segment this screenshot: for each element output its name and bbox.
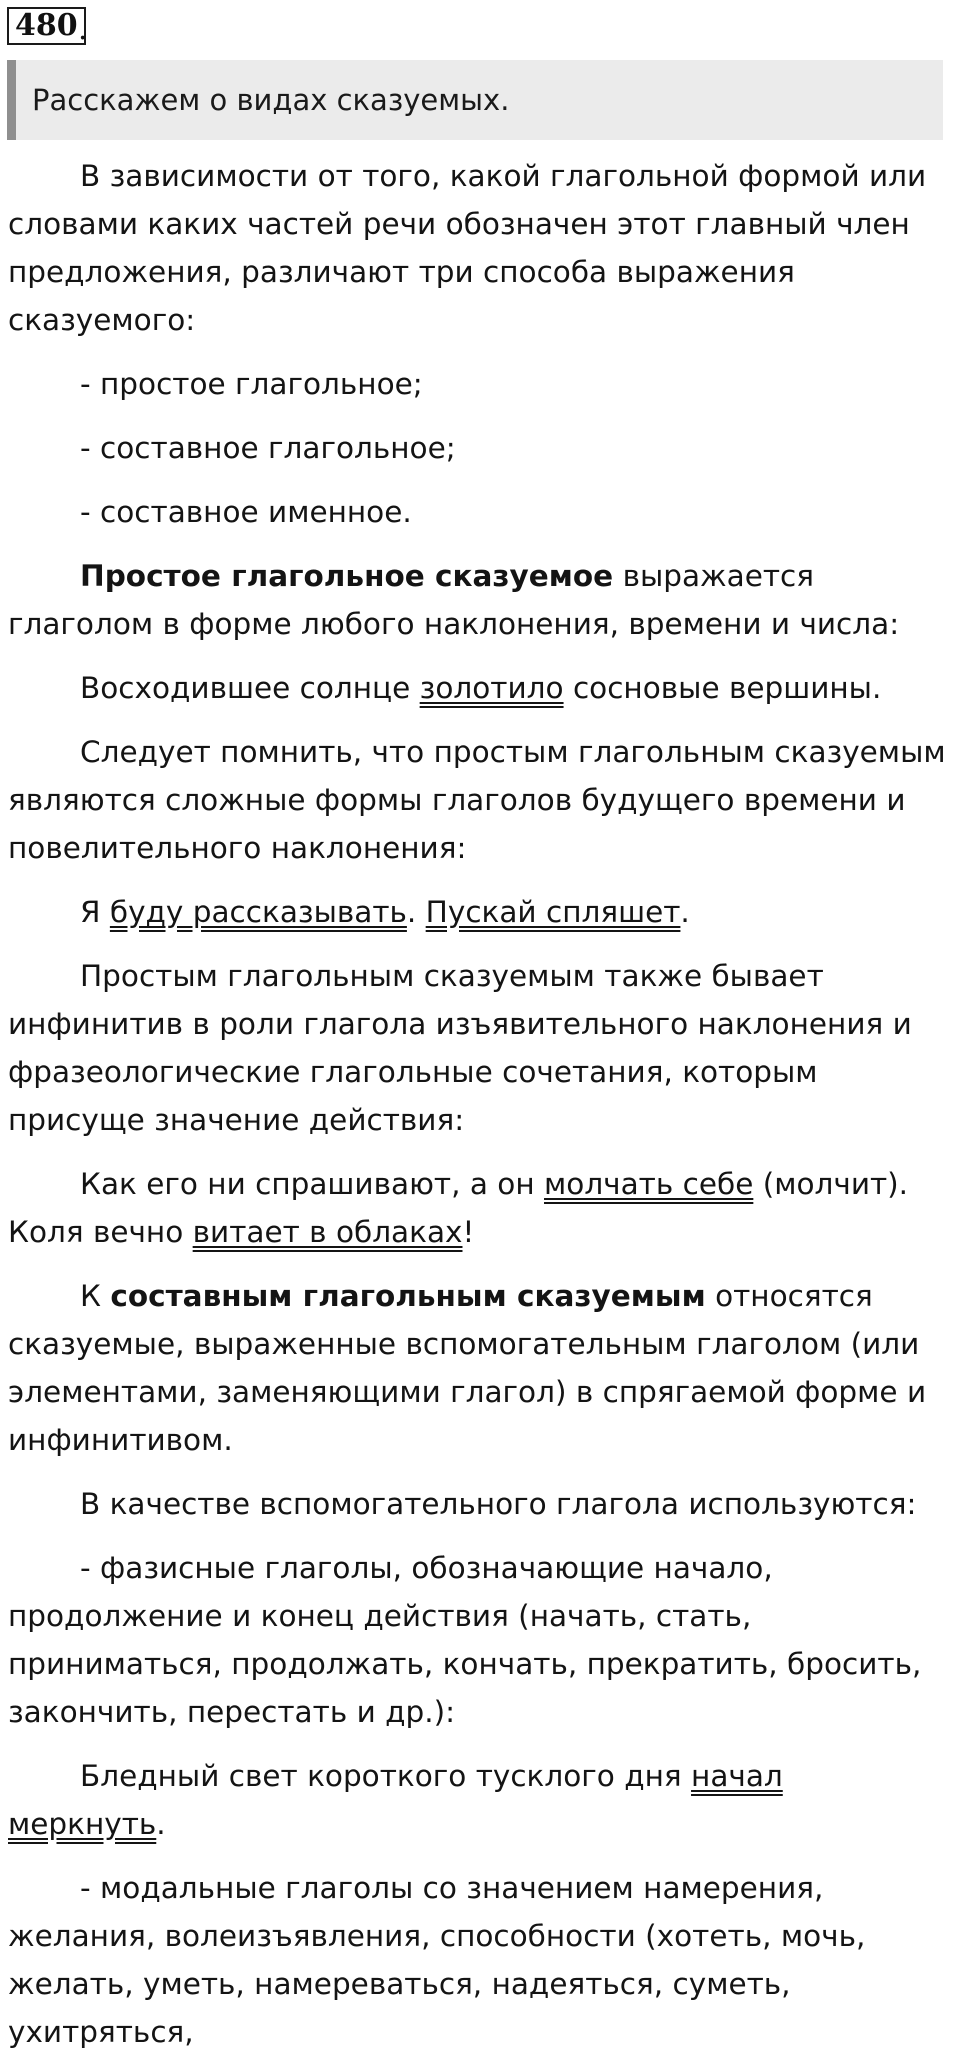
predicate: витает в облаках <box>192 1215 463 1249</box>
term-compound-verbal: составным глагольным сказуемым <box>110 1279 706 1313</box>
predicate: начал меркнуть <box>8 1759 783 1841</box>
example-1 <box>8 664 948 712</box>
paragraph-auxiliary: В качестве вспомогательного глагола используются: <box>80 1487 917 1521</box>
text: (молчит). Коля вечно <box>8 1167 909 1249</box>
text: ! <box>462 1215 475 1249</box>
term-simple-verbal: Простое глагольное сказуемое <box>80 559 614 593</box>
predicate: Пускай спляшет <box>425 895 681 929</box>
text: Восходившее солнце <box>80 671 420 705</box>
text: . <box>406 895 426 929</box>
list-item-compound-verbal: - составное глагольное; <box>80 431 456 465</box>
task-number: 480 <box>7 7 86 45</box>
example-2 <box>8 888 948 936</box>
text: К <box>80 1279 111 1313</box>
text: сосновые вершины. <box>563 671 882 705</box>
predicate: буду рассказывать <box>109 895 407 929</box>
paragraph-phase-verbs: - фазисные глаголы, обозначающие начало, продолжение и конец действия (начать, стать, приниматься, продолжать, кончать, прекратить, бросить, закончить, перестать и др.): <box>8 1551 922 1729</box>
paragraph-complex-forms: Следует помнить, что простым глагольным сказуемым являются сложные формы глаголов будущего времени и повелительного наклонения: <box>8 735 946 865</box>
text: Бледный свет короткого тусклого дня <box>80 1759 692 1793</box>
text: Как его ни спрашивают, а он <box>80 1167 545 1201</box>
section-header: Расскажем о видах сказуемых. <box>7 60 943 140</box>
text: выражается глаголом в форме любого наклонения, времени и числа: <box>8 559 900 641</box>
paragraph-compound-verbal <box>8 1272 948 1464</box>
paragraph-modal-verbs: - модальные глаголы со значением намерения, желания, волеизъявления, способности (хотеть, мочь, желать, уметь, намереваться, надеяться, суметь, ухитряться, <box>8 1871 866 2049</box>
paragraph-infinitive: Простым глагольным сказуемым также бывает инфинитив в роли глагола изъявительного наклонения и фразеологические глагольные сочетания, которым присуще значение действия: <box>8 959 912 1137</box>
task-number-dot: . <box>78 12 88 47</box>
text: . <box>156 1807 166 1841</box>
text: относятся сказуемые, выраженные вспомогательным глаголом (или элементами, заменяющими глагол) в спрягаемой форме и инфинитивом. <box>8 1279 927 1457</box>
example-4 <box>8 1752 948 1848</box>
paragraph-simple-verbal <box>8 552 948 648</box>
example-3 <box>8 1160 948 1256</box>
document-body <box>8 152 948 2072</box>
paragraph-intro: В зависимости от того, какой глагольной формой или словами каких частей речи обозначен этот главный член предложения, различают три способа выражения сказуемого: <box>8 159 927 337</box>
predicate: золотило <box>419 671 564 705</box>
text: . <box>680 895 690 929</box>
list-item-compound-nominal: - составное именное. <box>80 495 412 529</box>
text: Я <box>80 895 110 929</box>
list-item-simple-verbal: - простое глагольное; <box>80 367 423 401</box>
predicate: молчать себе <box>544 1167 754 1201</box>
